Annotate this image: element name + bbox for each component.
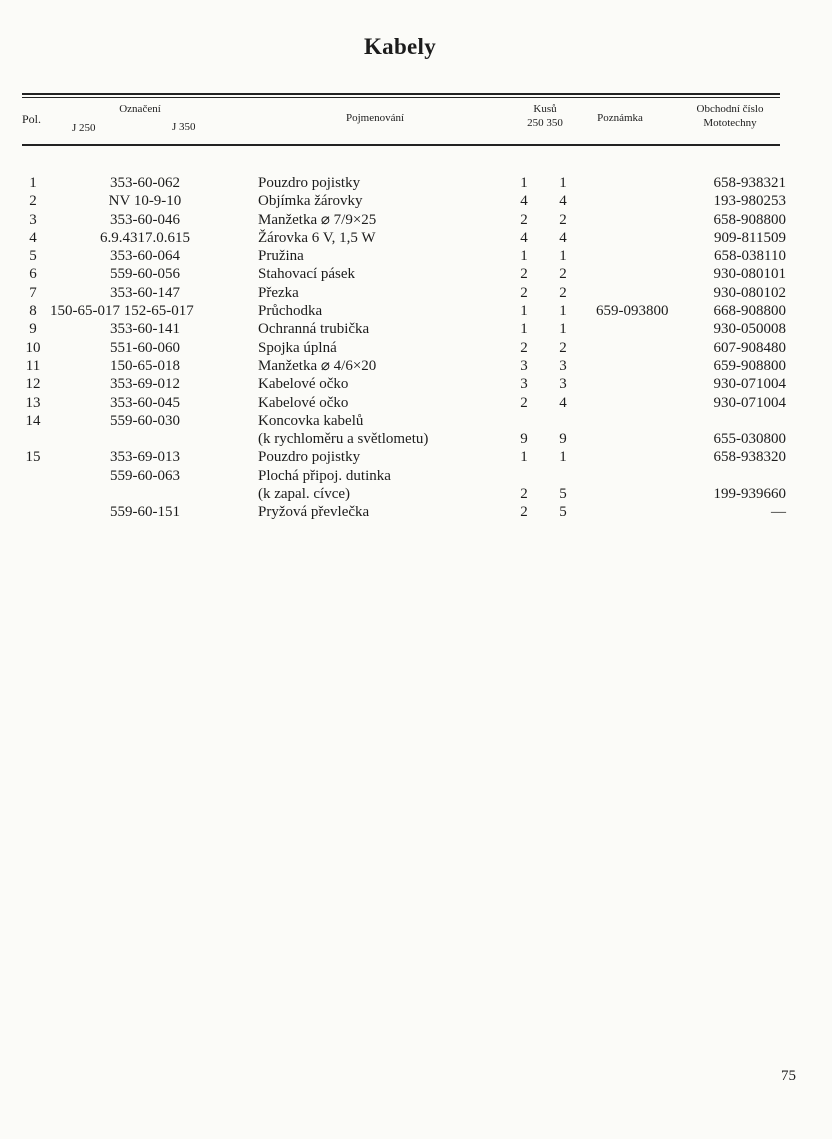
cell-kusu-250: 1 (520, 321, 528, 338)
header-rule-top-thin (22, 97, 780, 98)
cell-kusu-350: 5 (559, 504, 567, 521)
cell-obchodni-cislo: 930-071004 (713, 394, 786, 411)
cell-oznaceni: 353-60-147 (110, 284, 180, 301)
table-row (0, 503, 832, 521)
cell-obchodni-cislo: 658-938321 (713, 175, 786, 191)
cell-obchodni-cislo: 659-908800 (713, 357, 786, 374)
table-row (0, 229, 832, 247)
cell-obchodni-cislo: 658-938320 (713, 449, 786, 466)
cell-kusu-350: 1 (559, 321, 567, 338)
cell-obchodni-cislo: 607-908480 (713, 339, 786, 356)
cell-pojmenovani: Koncovka kabelů (258, 412, 364, 429)
cell-kusu-250: 3 (520, 376, 528, 393)
cell-kusu-250: 1 (520, 303, 528, 320)
cell-kusu-350: 3 (559, 357, 567, 374)
cell-position: 15 (25, 449, 41, 466)
cell-oznaceni: 353-60-064 (110, 248, 180, 265)
table-row (0, 448, 832, 466)
cell-pojmenovani: Pouzdro pojistky (258, 449, 361, 466)
header-j250: J 250 (72, 122, 96, 134)
cell-kusu-250: 1 (520, 449, 528, 466)
table-row (0, 265, 832, 283)
cell-kusu-250: 2 (520, 284, 528, 301)
cell-oznaceni: 353-69-013 (110, 449, 180, 466)
cell-pojmenovani: Pouzdro pojistky (258, 175, 361, 191)
parts-table (0, 174, 832, 522)
cell-obchodni-cislo: 199-939660 (713, 486, 786, 503)
cell-kusu-350: 5 (559, 486, 567, 503)
header-kusu-sub: 250 350 (527, 117, 563, 129)
cell-kusu-250: 2 (520, 504, 528, 521)
cell-pojmenovani: Průchodka (258, 303, 323, 320)
header-obchodni: Obchodní číslo (696, 103, 764, 115)
cell-pojmenovani: Manžetka ⌀ 4/6×20 (258, 357, 377, 374)
cell-kusu-250: 1 (520, 248, 528, 265)
cell-pojmenovani: Spojka úplná (258, 339, 337, 356)
cell-position: 9 (29, 321, 37, 338)
cell-kusu-350: 4 (559, 394, 567, 411)
cell-kusu-350: 2 (559, 266, 567, 283)
cell-kusu-350: 1 (559, 449, 567, 466)
cell-poznamka: 659-093800 (596, 303, 669, 320)
cell-position: 10 (25, 339, 41, 356)
cell-position: 4 (29, 229, 37, 246)
cell-oznaceni: NV 10-9-10 (108, 193, 182, 210)
header-rule-top (22, 93, 780, 95)
cell-pojmenovani: Pryžová převlečka (258, 504, 370, 521)
cell-obchodni-cislo: 668-908800 (713, 303, 786, 320)
table-row (0, 394, 832, 412)
cell-pojmenovani: Stahovací pásek (258, 266, 356, 283)
cell-obchodni-cislo: 658-038110 (714, 248, 786, 265)
cell-kusu-250: 2 (520, 339, 528, 356)
cell-position: 3 (29, 211, 37, 228)
cell-pojmenovani: (k zapal. cívce) (258, 486, 351, 503)
cell-oznaceni: 353-60-141 (110, 321, 180, 338)
cell-position: 14 (25, 412, 41, 429)
cell-kusu-350: 3 (559, 376, 567, 393)
table-row (0, 375, 832, 393)
cell-kusu-250: 9 (520, 431, 528, 448)
cell-obchodni-cislo: 930-071004 (713, 376, 786, 393)
header-mototechny: Mototechny (703, 117, 757, 129)
cell-pojmenovani: Žárovka 6 V, 1,5 W (258, 229, 376, 246)
cell-pojmenovani: Manžetka ⌀ 7/9×25 (258, 211, 377, 228)
cell-obchodni-cislo: 655-030800 (713, 431, 786, 448)
cell-oznaceni: 551-60-060 (110, 339, 180, 356)
cell-oznaceni: 353-69-012 (110, 376, 180, 393)
cell-oznaceni: 559-60-030 (110, 412, 180, 429)
cell-kusu-350: 1 (559, 248, 567, 265)
cell-pojmenovani: Pružina (258, 248, 304, 265)
cell-oznaceni: 353-60-045 (110, 394, 180, 411)
table-row (0, 412, 832, 430)
cell-kusu-350: 1 (559, 175, 567, 191)
cell-oznaceni: 353-60-062 (110, 175, 180, 191)
cell-kusu-350: 9 (559, 431, 567, 448)
table-row (0, 211, 832, 229)
cell-obchodni-cislo: 930-080101 (713, 266, 786, 283)
cell-kusu-350: 1 (559, 303, 567, 320)
header-poznamka: Poznámka (597, 112, 643, 124)
page-title: Kabely (363, 34, 437, 59)
cell-oznaceni: 6.9.4317.0.615 (100, 229, 190, 246)
page-number: 75 (781, 1068, 796, 1084)
table-row (0, 339, 832, 357)
table-row (0, 430, 832, 448)
cell-position: 13 (25, 394, 41, 411)
cell-kusu-250: 2 (520, 394, 528, 411)
header-rule-bottom (22, 144, 780, 146)
cell-position: 1 (29, 175, 37, 191)
cell-pojmenovani: Kabelové očko (258, 376, 349, 393)
table-row (0, 192, 832, 210)
cell-kusu-250: 2 (520, 211, 528, 228)
cell-kusu-350: 4 (559, 229, 567, 246)
cell-position: 5 (29, 248, 37, 265)
cell-kusu-250: 2 (520, 266, 528, 283)
cell-oznaceni: 559-60-056 (110, 266, 180, 283)
table-row (0, 247, 832, 265)
table-row (0, 174, 832, 192)
cell-obchodni-cislo: 658-908800 (713, 211, 786, 228)
cell-oznaceni: 559-60-151 (110, 504, 180, 521)
header-j350: J 350 (172, 121, 196, 133)
table-row (0, 320, 832, 338)
header-kusu: Kusů (533, 103, 557, 115)
cell-position: 11 (25, 357, 41, 374)
table-row (0, 357, 832, 375)
header-pojmenovani: Pojmenování (345, 112, 405, 124)
cell-kusu-350: 4 (559, 193, 567, 210)
cell-kusu-250: 2 (520, 486, 528, 503)
cell-obchodni-cislo: 930-080102 (713, 284, 786, 301)
header-oznaceni: Označení (119, 103, 161, 115)
cell-kusu-350: 2 (559, 211, 567, 228)
table-row (0, 302, 832, 320)
cell-pojmenovani: Plochá připoj. dutinka (258, 467, 391, 484)
cell-obchodni-cislo: 193-980253 (713, 193, 786, 210)
cell-oznaceni: 559-60-063 (110, 467, 180, 484)
cell-obchodni-cislo: — (771, 504, 786, 521)
cell-kusu-250: 3 (520, 357, 528, 374)
cell-pojmenovani: Přezka (258, 284, 299, 301)
cell-pojmenovani: Objímka žárovky (258, 193, 363, 210)
cell-obchodni-cislo: 909-811509 (714, 229, 786, 246)
cell-kusu-250: 4 (520, 193, 528, 210)
cell-pojmenovani: Kabelové očko (258, 394, 349, 411)
header-pol: Pol. (22, 112, 42, 126)
cell-kusu-350: 2 (559, 339, 567, 356)
cell-position: 8 (29, 303, 37, 320)
table-row (0, 284, 832, 302)
table-row (0, 485, 832, 503)
cell-position: 7 (29, 284, 37, 301)
cell-oznaceni: 353-60-046 (110, 211, 180, 228)
cell-obchodni-cislo: 930-050008 (713, 321, 786, 338)
cell-kusu-250: 4 (520, 229, 528, 246)
cell-pojmenovani: Ochranná trubička (258, 321, 370, 338)
cell-kusu-250: 1 (520, 175, 528, 191)
cell-oznaceni: 150-65-017 152-65-017 (50, 303, 194, 320)
table-row (0, 467, 832, 485)
cell-pojmenovani: (k rychloměru a světlometu) (258, 431, 429, 448)
cell-position: 12 (25, 376, 41, 393)
cell-position: 2 (29, 193, 37, 210)
cell-position: 6 (29, 266, 37, 283)
cell-kusu-350: 2 (559, 284, 567, 301)
cell-oznaceni: 150-65-018 (110, 357, 180, 374)
